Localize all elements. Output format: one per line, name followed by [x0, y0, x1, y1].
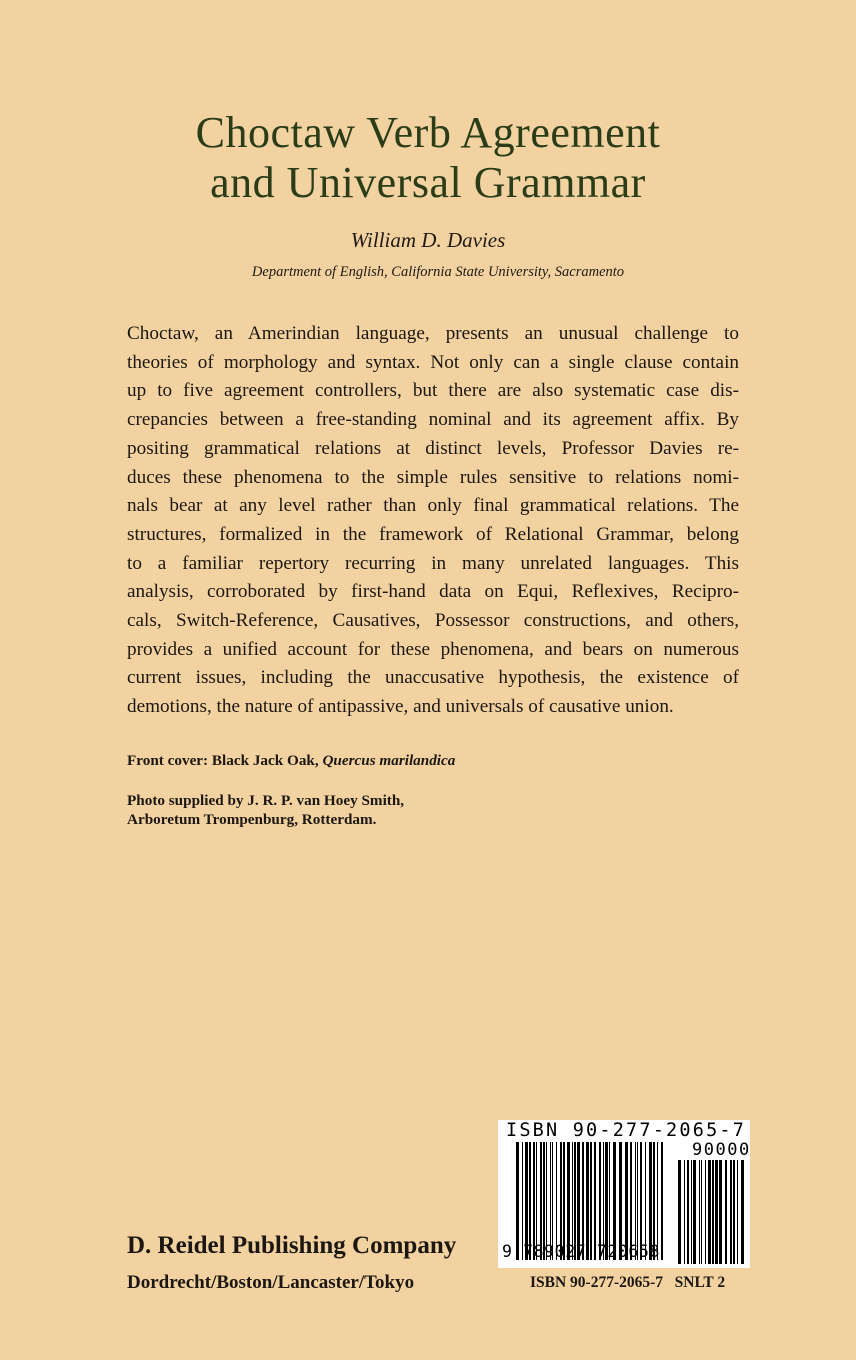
barcode-bar [725, 1160, 727, 1264]
description-line: theories of morphology and syntax. Not only can a single clause contain [127, 351, 739, 373]
description-line: positing grammatical relations at distinct levels, Professor Davies re- [127, 437, 739, 459]
isbn-barcode [498, 1120, 750, 1268]
photo-credit-line-2: Arboretum Trompenburg, Rotterdam. [127, 811, 377, 828]
barcode-ean-number: 9 789027 720658 [502, 1242, 661, 1261]
publisher-cities: Dordrecht/Boston/Lancaster/Tokyo [127, 1272, 415, 1293]
barcode-bar [691, 1160, 692, 1264]
isbn-footer: ISBN 90-277-2065-7 SNLT 2 [530, 1274, 726, 1291]
book-description [127, 320, 739, 722]
description-line: structures, formalized in the framework of Relational Grammar, belong [127, 523, 739, 545]
description-line: cals, Switch-Reference, Causatives, Possessor constructions, and others, [127, 610, 739, 632]
front-cover-label: Front cover: Black Jack Oak, [127, 752, 319, 769]
description-line: up to five agreement controllers, but there are also systematic case dis- [127, 380, 739, 402]
photo-credit-line-1: Photo supplied by J. R. P. van Hoey Smith, [127, 792, 405, 809]
barcode-bar [661, 1142, 663, 1260]
author-name: William D. Davies [350, 228, 506, 252]
barcode-bar [684, 1160, 685, 1264]
barcode-bar [678, 1160, 681, 1264]
book-title-line-1: Choctaw Verb Agreement [195, 108, 661, 157]
barcode-bar [712, 1160, 714, 1264]
book-title-line-2: and Universal Grammar [210, 158, 646, 207]
book-title [0, 108, 856, 208]
description-line: to a familiar repertory recurring in many unrelated languages. This [127, 552, 739, 574]
description-line: provides a unified account for these phenomena, and bears on numerous [127, 638, 739, 660]
barcode-bar [699, 1160, 700, 1264]
barcode-bar [737, 1160, 738, 1264]
description-line: Choctaw, an Amerindian language, presents an unusual challenge to [127, 323, 739, 344]
description-line: current issues, including the unaccusative hypothesis, the existence of [127, 667, 739, 689]
author-affiliation: Department of English, California State University, Sacramento [251, 264, 625, 280]
barcode-bar [733, 1160, 735, 1264]
description-line: nals bear at any level rather than only final grammatical relations. The [127, 495, 739, 517]
barcode-addon-number: 90000 [692, 1140, 751, 1160]
barcode-isbn-text: ISBN 90-277-2065-7 [506, 1120, 747, 1141]
barcode-bar [693, 1160, 696, 1264]
barcode-bar [705, 1160, 706, 1264]
barcode-bar [715, 1160, 718, 1264]
barcode-bar [730, 1160, 732, 1264]
barcode-bar [687, 1160, 689, 1264]
barcode-bar [701, 1160, 702, 1264]
publisher-name: D. Reidel Publishing Company [127, 1232, 457, 1259]
description-line: demotions, the nature of antipassive, and universals of causative union. [127, 696, 674, 718]
front-cover-caption [127, 752, 455, 770]
barcode-bar [741, 1160, 744, 1264]
barcode-bar [708, 1160, 711, 1264]
barcode-bar [719, 1160, 722, 1264]
front-cover-species: Quercus marilandica [322, 752, 456, 769]
addon-barcode-bars [678, 1160, 744, 1264]
description-line: analysis, corroborated by first-hand data on Equi, Reflexives, Recipro- [127, 581, 739, 603]
description-line: crepancies between a free-standing nominal and its agreement affix. By [127, 409, 739, 431]
description-line: duces these phenomena to the simple rules sensitive to relations nomi- [127, 466, 739, 488]
